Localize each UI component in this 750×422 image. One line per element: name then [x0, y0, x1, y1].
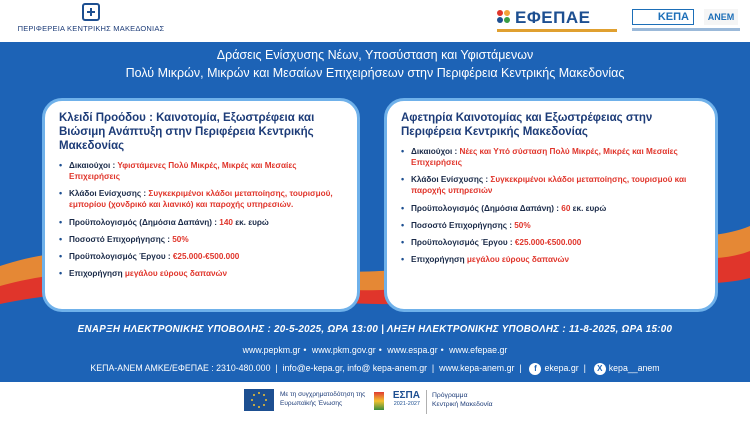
x-handle[interactable]: kepa__anem: [608, 363, 660, 373]
list-item: • Προϋπολογισμός Έργου : €25.000-€500.000: [59, 251, 240, 262]
website-link[interactable]: www.efepae.gr: [449, 345, 508, 355]
espa-years: 2021-2027: [393, 401, 420, 407]
region-name: ΠΕΡΙΦΕΡΕΙΑ ΚΕΝΤΡΙΚΗΣ ΜΑΚΕΔΟΝΙΑΣ: [17, 24, 165, 33]
list-item: • Δικαιούχοι : Υφιστάμενες Πολύ Μικρές, Μικρές και Μεσαίες Επιχειρήσεις: [59, 160, 297, 181]
bullet-icon: •: [401, 174, 405, 185]
list-item: • Ποσοστό Επιχορήγησης : 50%: [401, 219, 531, 230]
list-item: • Προϋπολογισμός Έργου : €25.000-€500.000: [401, 237, 582, 248]
bullet-icon: •: [59, 160, 63, 170]
efepae-underline: [497, 29, 617, 32]
title-line-1: Δράσεις Ενίσχυσης Νέων, Υποσύσταση και Υφιστάμενων: [216, 48, 534, 62]
contact-row: ΚΕΠΑ-ΑΝΕΜ ΑΜΚΕ/ΕΦΕΠΑΕ : 2310-480.000 | info@e-kepa.gr, info@ kepa-anem.gr | www.kepa-anem.gr | f ekepa.gr | X kepa__anem: [90, 363, 660, 373]
eu-cofunding-text: Με τη συγχρηματοδότηση της Ευρωπαϊκής Ένωσης: [280, 391, 366, 407]
list-item: • Προϋπολογισμός (Δημόσια Δαπάνη) : 60 εκ. ευρώ: [401, 202, 607, 213]
left-program-card: [42, 98, 360, 312]
espa-logo: [374, 390, 420, 412]
title-line-2: Πολύ Μικρών, Μικρών και Μεσαίων Επιχειρήσεων στην Περιφέρεια Κεντρικής Μακεδονίας: [125, 66, 625, 80]
list-item: • Προϋπολογισμός (Δημόσια Δαπάνη) : 140 εκ. ευρώ: [59, 216, 269, 227]
bullet-icon: •: [59, 251, 63, 262]
anem-name: ΑΝΕΜ: [704, 9, 738, 25]
bullet-icon: •: [59, 268, 63, 279]
footer-divider: [426, 390, 427, 414]
espa-name: ΕΣΠΑ: [392, 390, 420, 401]
contact-phone: ΚΕΠΑ-ΑΝΕΜ ΑΜΚΕ/ΕΦΕΠΑΕ : 2310-480.000: [90, 363, 271, 373]
list-item: • Κλάδοι Ενίσχυσης : Συγκεκριμένοι κλάδοι μεταποίησης, τουρισμού, εμπορίου (χονδρικό και λιανικό) και παροχής υπηρεσιών.: [59, 188, 333, 210]
right-card-title: Αφετηρία Καινοτομίας και Εξωστρέφειας στην Περιφέρεια Κεντρικής Μακεδονίας: [401, 112, 653, 138]
left-card-title: Κλειδί Προόδου : Καινοτομία, Εξωστρέφεια και Βιώσιμη Ανάπτυξη στην Περιφέρεια Κεντρικής Μακεδονίας: [59, 112, 315, 152]
contact-site[interactable]: www.kepa-anem.gr: [439, 363, 515, 373]
efepae-name: ΕΦΕΠΑΕ: [515, 8, 591, 27]
website-link[interactable]: www.pkm.gov.gr: [311, 345, 376, 355]
list-item: • Επιχορήγηση μεγάλου εύρους δαπανών: [401, 254, 570, 265]
bullet-icon: •: [59, 233, 63, 244]
region-logo: [16, 3, 166, 39]
bullet-icon: •: [401, 219, 405, 230]
eu-flag-icon: [244, 389, 274, 411]
facebook-icon[interactable]: f: [529, 363, 541, 375]
kepa-anem-logo: [632, 9, 740, 37]
facebook-handle[interactable]: ekepa.gr: [544, 363, 579, 373]
right-card-list: [401, 146, 703, 265]
kepa-name: ΚΕΠΑ: [632, 9, 694, 25]
program-label: Πρόγραμμα Κεντρική Μακεδονία: [432, 392, 493, 408]
list-item: • Ποσοστό Επιχορήγησης : 50%: [59, 233, 189, 244]
bullet-icon: •: [401, 254, 405, 265]
page-title: [0, 46, 750, 88]
efepae-mark-icon: [497, 10, 513, 26]
bullet-icon: •: [401, 202, 405, 213]
footer: [0, 382, 750, 422]
bullet-icon: •: [59, 188, 63, 199]
contact-emails[interactable]: info@e-kepa.gr, info@ kepa-anem.gr: [282, 363, 428, 373]
submission-dates: ΕΝΑΡΞΗ ΗΛΕΚΤΡΟΝΙΚΗΣ ΥΠΟΒΟΛΗΣ : 20-5-2025, ΩΡΑ 13:00 | ΛΗΞΗ ΗΛΕΚΤΡΟΝΙΚΗΣ ΥΠΟΒΟΛΗΣ : 11-8-2025, ΩΡΑ 15:00: [77, 324, 673, 335]
list-item: • Δικαιούχοι : Νέες και Υπό σύσταση Πολύ Μικρές, Μικρές και Μεσαίες Επιχειρήσεις: [401, 146, 678, 167]
websites-row: www.pepkm.gr • www.pkm.gov.gr • www.espa.gr • www.efepae.gr: [242, 345, 508, 355]
website-link[interactable]: www.pepkm.gr: [242, 345, 301, 355]
left-card-list: [59, 160, 345, 279]
bullet-icon: •: [401, 146, 405, 156]
list-item: • Επιχορήγηση μεγάλου εύρους δαπανών: [59, 268, 228, 279]
x-icon[interactable]: X: [594, 363, 606, 375]
right-program-card: [384, 98, 718, 312]
espa-mark-icon: [374, 392, 384, 410]
greek-emblem-icon: [82, 3, 100, 21]
website-link[interactable]: www.espa.gr: [387, 345, 438, 355]
bullet-icon: •: [59, 216, 63, 227]
kepa-underline: [632, 28, 740, 31]
header-bar: [0, 0, 750, 42]
efepae-logo: [497, 8, 617, 36]
bullet-icon: •: [401, 237, 405, 248]
list-item: • Κλάδοι Ενίσχυσης : Συγκεκριμένοι κλάδοι μεταποίησης, τουρισμού και παροχής υπηρεσιών: [401, 174, 687, 196]
